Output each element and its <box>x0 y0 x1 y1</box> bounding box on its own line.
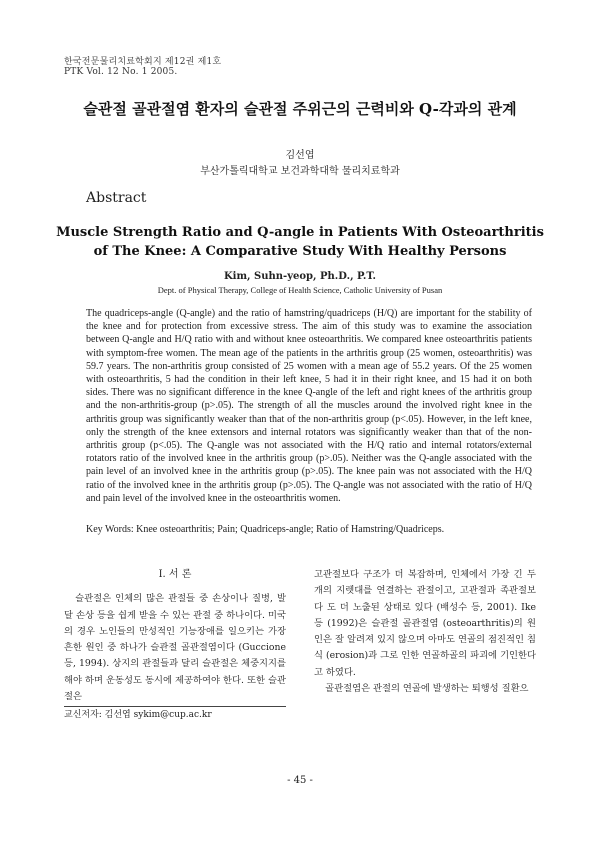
abstract-heading: Abstract <box>86 190 147 206</box>
section-title-introduction: I. 서 론 <box>158 569 192 580</box>
affiliation-english: Dept. of Physical Therapy, College of Health Science, Catholic University of Pusan <box>157 285 443 295</box>
journal-header-english: PTK Vol. 12 No. 1 2005. <box>64 67 178 77</box>
body-paragraph: 고관절보다 구조가 더 복잡하며, 인체에서 가장 긴 두 개의 지렛대를 연결하는 관절이고, 고관절과 족관절보다 도 더 노출된 상태로 있다 (배성수 등, 2001). Ike 등 (1992)은 슬관절 골관절염 (osteoarthritis)의 원인은 잘 알려져 있지 않으며 아마도 연골의 점진적인 침식 (erosion)과 그로 인한 연골하골의 파괴에 기인한다고 하였다. <box>314 569 536 678</box>
page-number: - 45 - <box>287 775 313 786</box>
body-column-right <box>314 567 536 697</box>
author-korean: 김선엽 <box>285 150 315 161</box>
keywords: Key Words: Knee osteoarthritis; Pain; Quadriceps-angle; Ratio of Hamstring/Quadriceps. <box>86 524 445 535</box>
paper-title-korean: 슬관절 골관절염 환자의 슬관절 주위근의 근력비와 Q-각과의 관계 <box>83 100 517 118</box>
journal-header-korean: 한국전문물리치료학회지 제12권 제1호 <box>64 57 222 67</box>
abstract-text: The quadriceps-angle (Q-angle) and the ratio of hamstring/quadriceps (H/Q) are important for the stability of the knee and for protection from excessive stress. The aim of this study was to examine the association between Q-angle and H/Q ratio with and without knee osteoarthritis. We compared knee osteoarthritis patients with symptom-free women. The mean age of the patients in the arthritis group (25 women, osteoarthritis) was 59.7 years. The non-arthritis group consisted of 25 women with a mean age of 55.2 years. Of the 25 women with osteoarthritis, 5 had the condition in their left knee, 5 had it in their right knee, and 15 had it on both sides. There was no significant difference in the knee Q-angle of the left and right knees of the arthritis group and the non-arthritis-group (p>.05). The strength of all the muscles around the involved right knee in the arthritis group was significantly weaker than that of the non-arthritis group (p<.05). However, in the left knee, only the strength of the knee extensors and internal rotators was significantly weaker than that of the non-arthritis group (p<.05). The Q-angle was not associated with the H/Q ratio and internal rotators/external rotators ratio of the involved knee in the arthritis group (p>.05). Neither was the Q-angle associated with the pain level of an involved knee in the arthritis group (p>.05). The knee pain was not associated with the H/Q ratio of the involved knee in the arthritis group (p>.05). The Q-angle was not associated with the ratio of H/Q and pain level of the involved knee in the osteoarthritis women. <box>86 308 532 504</box>
author-english: Kim, Suhn-yeop, Ph.D., P.T. <box>223 271 377 282</box>
paper-title-english-line1: Muscle Strength Ratio and Q-angle in Patients With Osteoarthritis <box>56 225 544 240</box>
body-paragraph: 슬관절은 인체의 많은 관절들 중 손상이나 질병, 발달 손상 등을 쉽게 받을 수 있는 관절 중 하나이다. 미국의 경우 노인들의 만성적인 기능장애를 일으키는 가장 흔한 원인 중 하나가 슬관절 골관절염이다 (Guccione 등, 1994). 상지의 관절들과 달리 슬관절은 체중지지를 해야 하며 운동성도 동시에 제공하여야 한다. 또한 슬관절은 <box>64 593 286 703</box>
paper-title-english-line2: of The Knee: A Comparative Study With Healthy Persons <box>93 244 507 259</box>
body-column-left <box>64 567 286 705</box>
paper-title-english <box>0 223 600 261</box>
body-paragraph: 골관절염은 관절의 연골에 발생하는 퇴행성 질환으 <box>325 683 529 695</box>
affiliation-korean: 부산가톨릭대학교 보건과학대학 물리치료학과 <box>200 166 400 177</box>
corresponding-author-footnote: 교신저자: 김선엽 sykim@cup.ac.kr <box>64 710 212 720</box>
